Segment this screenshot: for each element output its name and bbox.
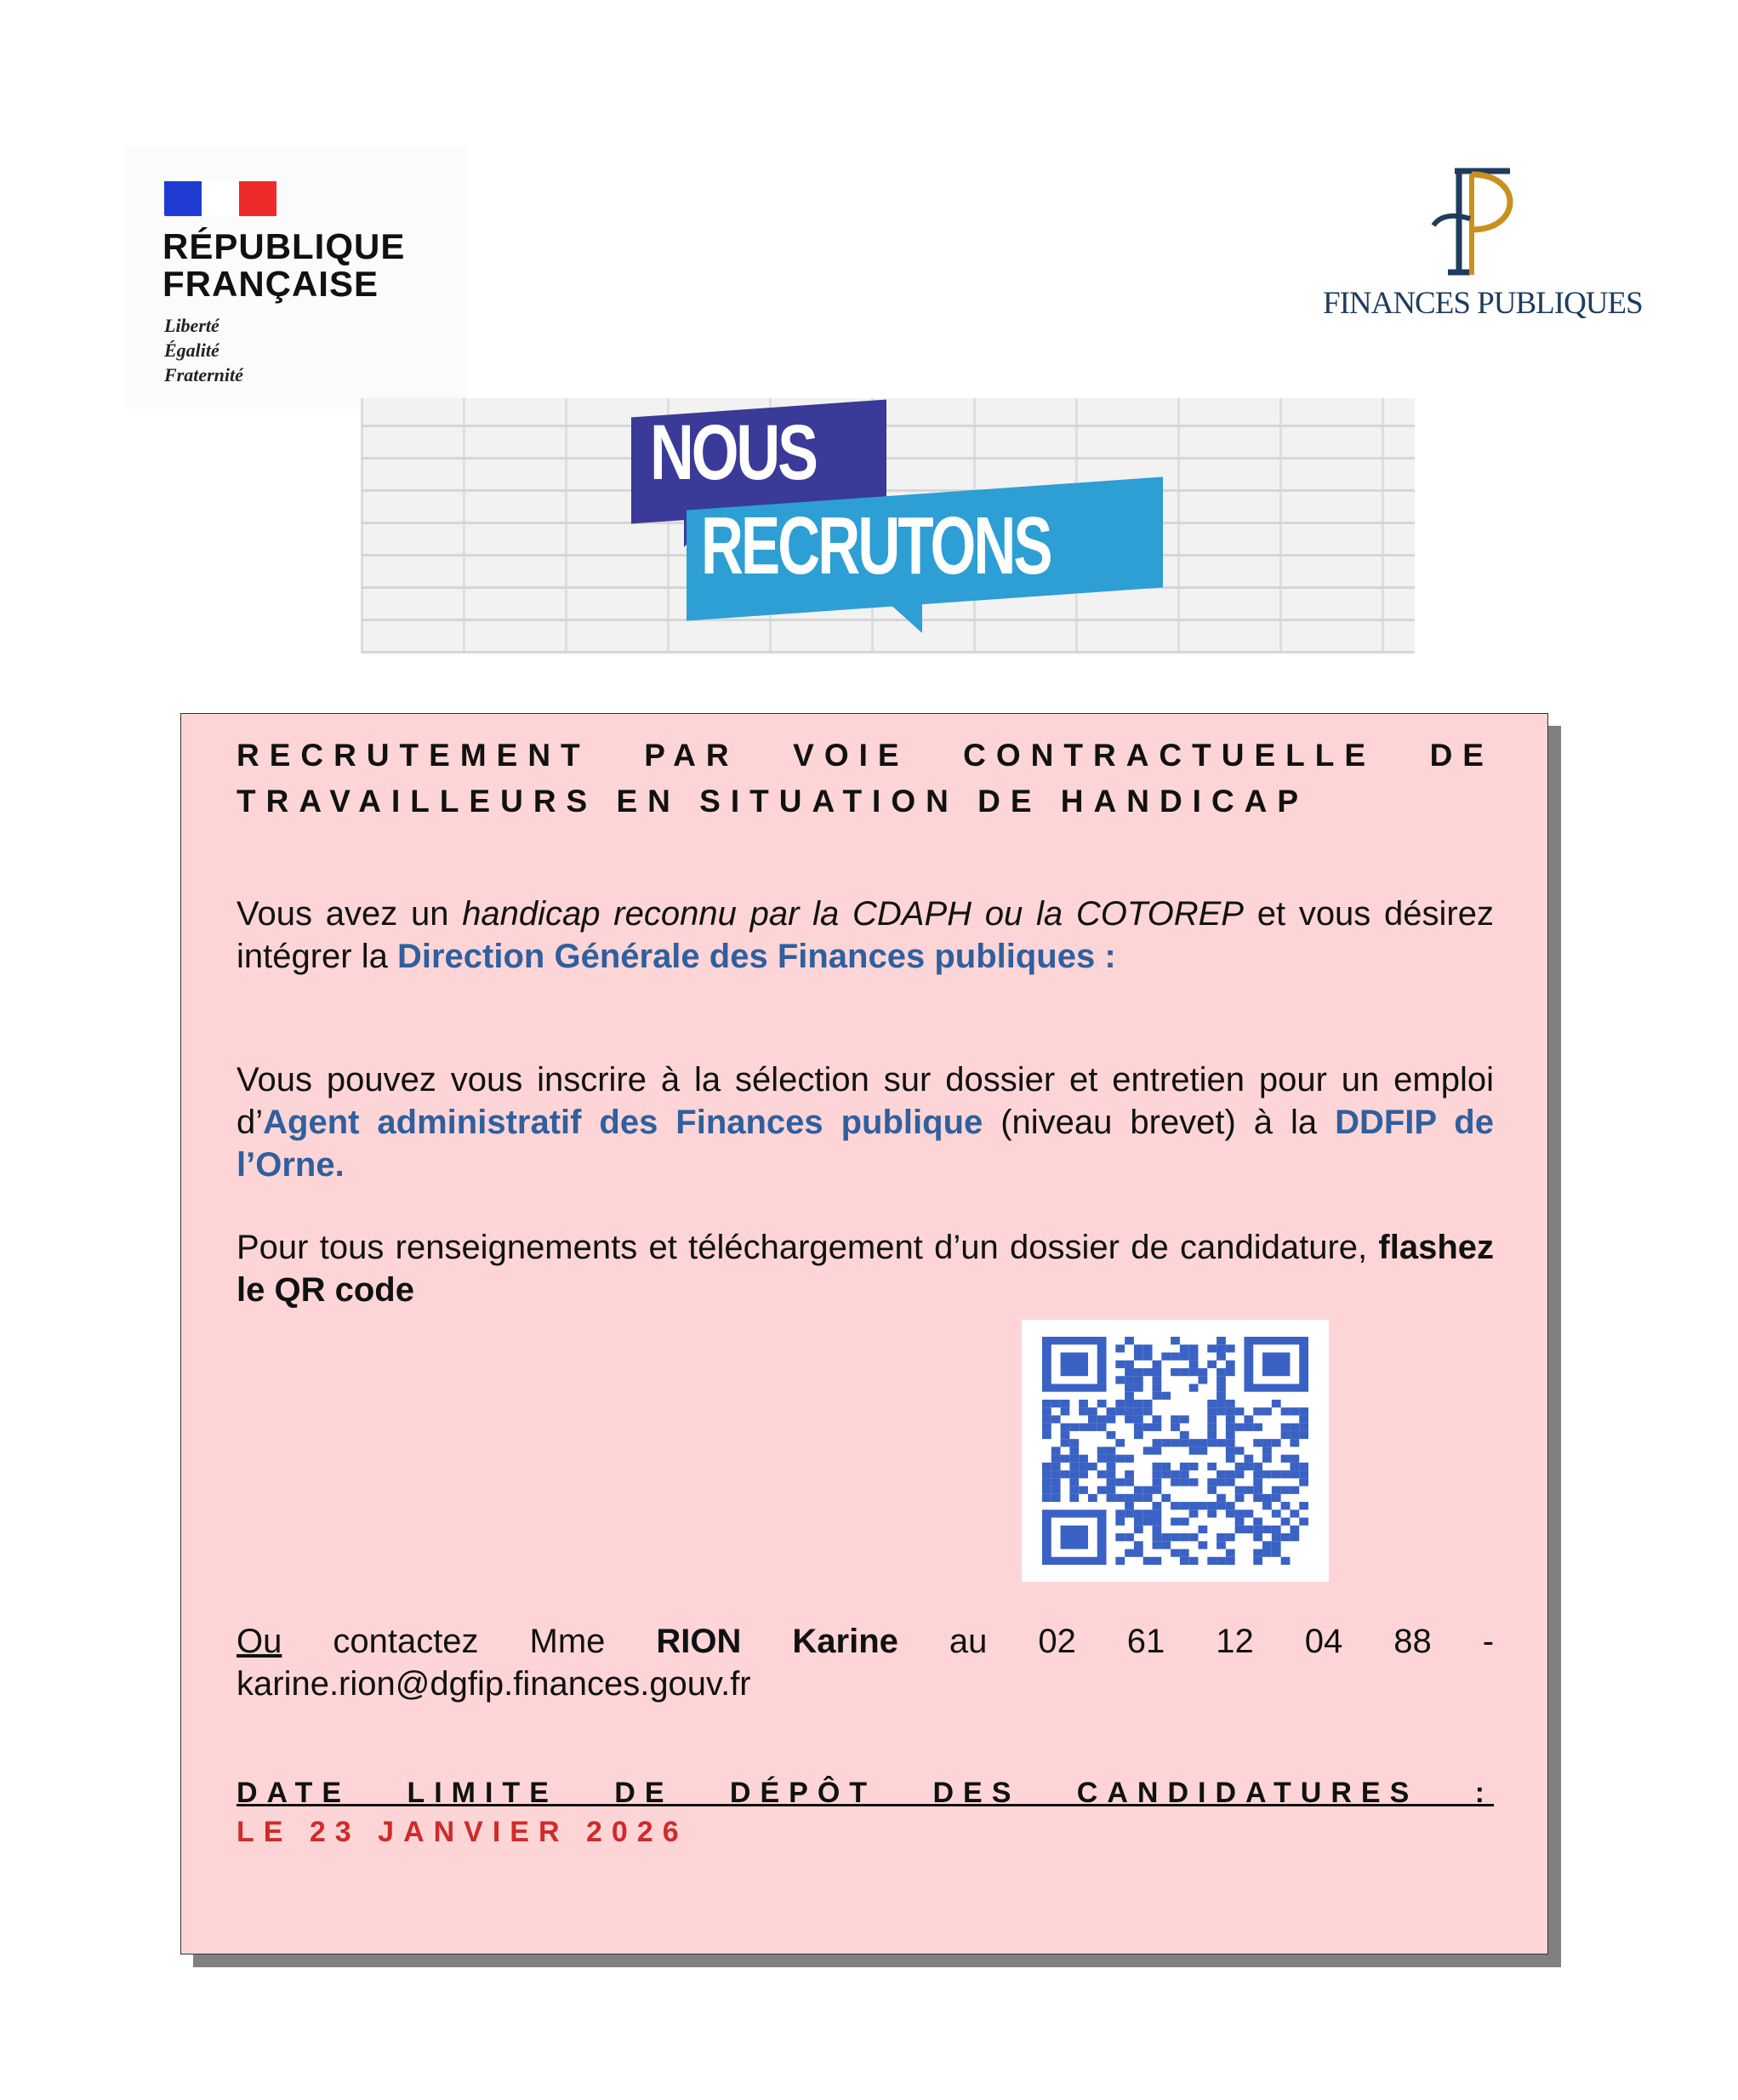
qr-code[interactable]	[1022, 1320, 1329, 1582]
dgfip-name: Direction Générale des Finances publiques :	[396, 938, 1116, 975]
text: Vous avez un	[236, 895, 463, 933]
banner-line1: NOUS	[650, 409, 816, 496]
qr-instructions	[236, 1226, 1494, 1311]
contact-paragraph	[236, 1620, 1494, 1705]
text: Vous pouvez vous inscrire à la sélection sur dossier et entretien pour un emploi d’	[236, 1061, 1494, 1141]
marianne-flag-icon	[164, 181, 276, 216]
fp-logo-name: FINANCES PUBLIQUES	[1323, 286, 1643, 321]
position-paragraph	[236, 1059, 1494, 1186]
rf-logo-name: RÉPUBLIQUE FRANÇAISE	[162, 226, 406, 304]
notice-title: RECRUTEMENT PAR VOIE CONTRACTUELLE DE TRAVAILLEURS EN SITUATION DE HANDICAP	[236, 738, 1494, 819]
notice-box	[180, 713, 1548, 1954]
ddfip-name: DDFIP de l’Orne.	[236, 1104, 1494, 1184]
republique-francaise-logo	[124, 147, 468, 408]
deadline-value: LE 23 JANVIER 2026	[236, 1816, 688, 1848]
deadline	[236, 1773, 1494, 1852]
text: (niveau brevet) à la	[983, 1104, 1336, 1141]
contact-name: RION Karine	[656, 1623, 898, 1660]
nous-recrutons-banner	[361, 398, 1415, 653]
text: contactez Mme	[282, 1623, 657, 1660]
text-underlined: Ou	[236, 1623, 282, 1660]
job-title: Agent administratif des Finances publique	[263, 1104, 983, 1141]
text-italic: handicap reconnu par la CDAPH ou la COTOREP	[462, 895, 1244, 933]
contact-details: au 02 61 12 04 88 - karine.rion@dgfip.finances.gouv.fr	[236, 1623, 1495, 1703]
deadline-label: DATE LIMITE DE DÉPÔT DES CANDIDATURES :	[236, 1777, 1494, 1809]
fp-monogram-icon	[1429, 166, 1523, 277]
text: et vous désirez intégrer la	[236, 895, 1494, 975]
finances-publiques-logo	[1310, 166, 1659, 328]
speech-bubble-tail	[888, 602, 922, 633]
banner-line2: RECRUTONS	[701, 500, 1051, 591]
text-bold: flashez le QR code	[236, 1229, 1494, 1309]
qr-code-icon	[1042, 1337, 1308, 1565]
text: Pour tous renseignements et téléchargement d’un dossier de candidature,	[236, 1229, 1379, 1266]
eligibility-paragraph	[236, 893, 1494, 978]
rf-logo-motto: Liberté Égalité Fraternité	[164, 315, 243, 385]
